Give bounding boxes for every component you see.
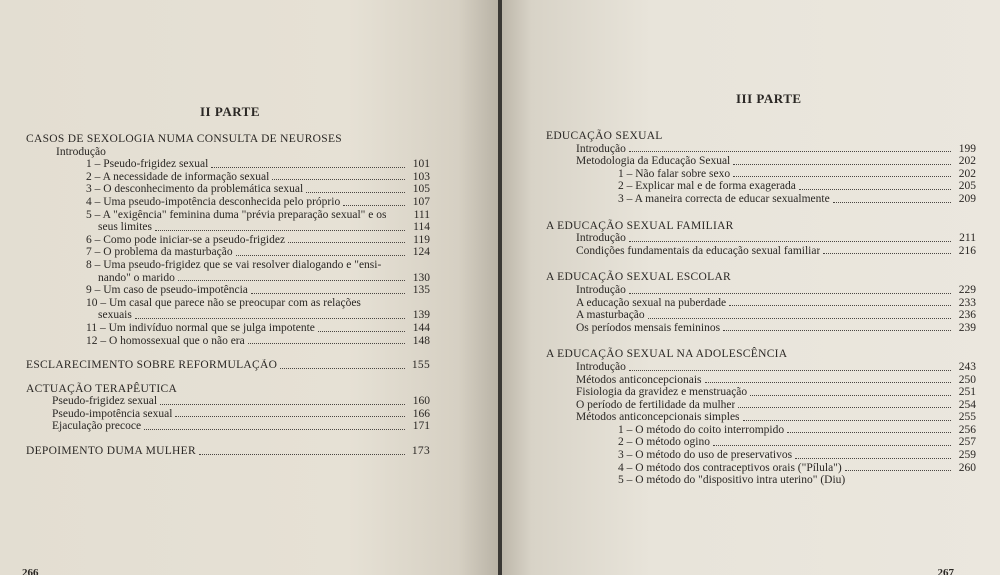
section-heading: EDUCAÇÃO SEXUAL <box>546 130 663 142</box>
toc-entry: 3 – O desconhecimento da problemática sexual 105 <box>86 183 430 196</box>
toc-entry: Condições fundamentais da educação sexual familiar 216 <box>576 244 976 257</box>
toc-entry: 2 – Explicar mal e de forma exagerada 205 <box>618 180 976 193</box>
toc-entry: Pseudo-impotência sexual 166 <box>52 407 430 420</box>
toc-entry: Introdução 229 <box>576 283 976 296</box>
toc-entry: 5 – A "exigência" feminina duma "prévia preparação sexual" e os 111 <box>86 208 430 221</box>
toc-entry: A masturbação 236 <box>576 309 976 322</box>
toc-entry: Fisiologia da gravidez e menstruação 251 <box>576 386 976 399</box>
toc-entry-cont: nando" o marido 130 <box>98 271 430 284</box>
toc-entry: Introdução 243 <box>576 360 976 373</box>
toc-entry: 4 – O método dos contraceptivos orais ("Pílula") 260 <box>618 461 976 474</box>
part-title: III PARTE <box>736 91 802 106</box>
toc-entry: Metodologia da Educação Sexual 202 <box>576 155 976 168</box>
toc-entry: 1 – Não falar sobre sexo 202 <box>618 167 976 180</box>
section-heading: ACTUAÇÃO TERAPÊUTICA <box>26 382 178 395</box>
toc-right <box>546 130 976 487</box>
toc-entry: 1 – Pseudo-frigidez sexual 101 <box>86 158 430 171</box>
toc-entry: 9 – Um caso de pseudo-impotência 135 <box>86 284 430 297</box>
toc-entry: Os períodos mensais femininos 239 <box>576 321 976 334</box>
page-number: 266 <box>22 567 39 575</box>
toc-intro: Introdução <box>56 145 106 158</box>
page-number: 267 <box>937 567 954 575</box>
toc-entry: 2 – A necessidade de informação sexual 103 <box>86 170 430 183</box>
toc-entry: 8 – Uma pseudo-frigidez que se vai resolver dialogando e "ensi- <box>86 258 382 271</box>
toc-entry: 2 – O método ogino 257 <box>618 436 976 449</box>
toc-entry: 10 – Um casal que parece não se preocupar com as relações <box>86 296 361 309</box>
section-heading: A EDUCAÇÃO SEXUAL NA ADOLESCÊNCIA <box>546 348 788 361</box>
toc-entry: Métodos anticoncepcionais 250 <box>576 373 976 386</box>
toc-entry: 3 – O método do uso de preservativos 259 <box>618 449 976 462</box>
toc-entry: Introdução 199 <box>576 142 976 155</box>
toc-entry: O período de fertilidade da mulher 254 <box>576 398 976 411</box>
toc-entry: 12 – O homossexual que o não era 148 <box>86 334 430 347</box>
toc-entry-cont: sexuais 139 <box>98 309 430 322</box>
toc-entry: Pseudo-frigidez sexual 160 <box>52 395 430 408</box>
section-heading: DEPOIMENTO DUMA MULHER 173 <box>26 445 430 458</box>
toc-entry: 1 – O método do coito interrompido 256 <box>618 423 976 436</box>
toc-entry: 7 – O problema da masturbação 124 <box>86 246 430 259</box>
toc-entry: 3 – A maneira correcta de educar sexualmente 209 <box>618 192 976 205</box>
section-heading: A EDUCAÇÃO SEXUAL FAMILIAR <box>546 219 734 232</box>
toc-entry: Introdução 211 <box>576 232 976 245</box>
toc-entry-cont: seus limites 114 <box>98 221 430 234</box>
part-title: II PARTE <box>200 104 261 119</box>
left-page <box>0 0 498 575</box>
toc-entry: Ejaculação precoce 171 <box>52 420 430 433</box>
section-heading: ESCLARECIMENTO SOBRE REFORMULAÇÃO 155 <box>26 359 430 372</box>
toc-entry: 5 – O método do "dispositivo intra uterino" (Diu) <box>618 474 846 487</box>
right-page <box>502 0 1000 575</box>
toc-entry: 4 – Uma pseudo-impotência desconhecida pelo próprio 107 <box>86 195 430 208</box>
section-heading: A EDUCAÇÃO SEXUAL ESCOLAR <box>546 271 732 284</box>
toc-entry: 6 – Como pode iniciar-se a pseudo-frigidez 119 <box>86 233 430 246</box>
toc-left <box>26 133 430 458</box>
toc-entry: 11 – Um indivíduo normal que se julga impotente 144 <box>86 321 430 334</box>
section-heading: CASOS DE SEXOLOGIA NUMA CONSULTA DE NEUROSES <box>26 133 343 145</box>
toc-entry: A educação sexual na puberdade 233 <box>576 296 976 309</box>
toc-entry: Métodos anticoncepcionais simples 255 <box>576 411 976 424</box>
